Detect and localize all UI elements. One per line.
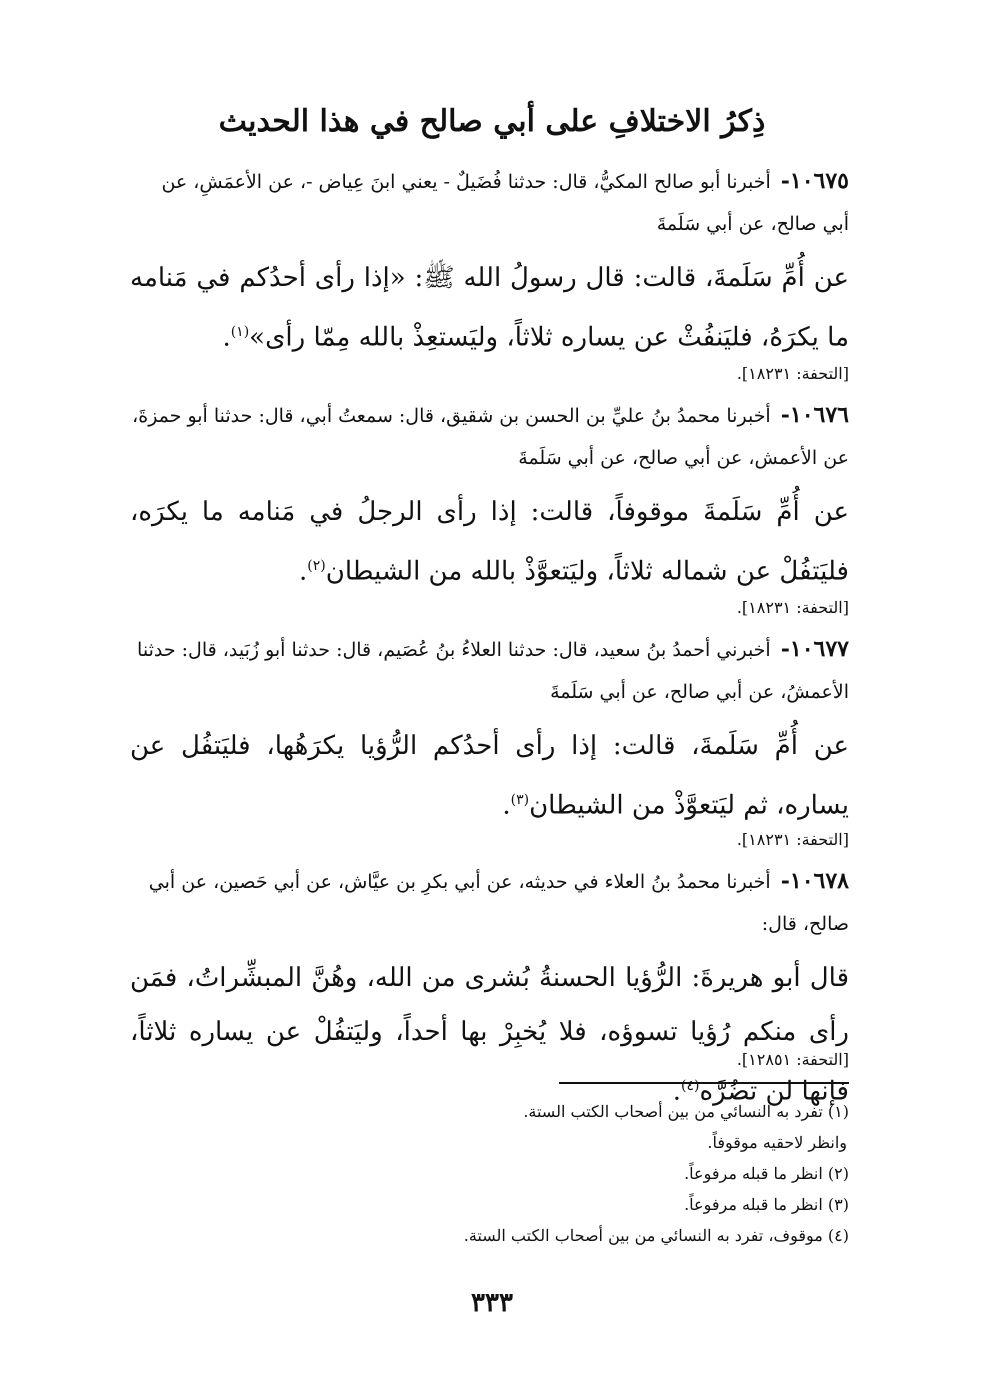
matn-text: عن أُمِّ سَلَمةَ، قالت: إذا رأى أحدُكم الرُّؤيا يكرَهُها، فليَتفُل عن يساره، ثم ليَتعوَّذْ من الشيطان xyxy=(130,731,849,821)
hadith-matn xyxy=(130,951,849,1119)
hadith-matn xyxy=(130,251,849,365)
footnote: (٢) انظر ما قبله مرفوعاً. xyxy=(684,1164,849,1183)
hadith-number: ١٠٦٧٧- xyxy=(780,636,849,662)
section-title: ذِكرُ الاختلافِ على أبي صالح في هذا الحديث xyxy=(218,104,766,139)
footnote: وانظر لاحقيه موقوفاً. xyxy=(707,1133,847,1152)
footnote-ref: (٢) xyxy=(307,558,326,574)
isnad-text: أخبرنا أبو صالح المكيُّ، قال: حدثنا فُضَيلٌ - يعني ابنَ عِياض -، عن الأعمَشِ، عن أبي صالح، عن أبي سَلَمةَ xyxy=(161,171,849,235)
hadith-number: ١٠٦٧٥- xyxy=(780,168,849,194)
page-number: ٣٣٣ xyxy=(471,1288,513,1318)
matn-end: . xyxy=(672,1076,682,1107)
hadith-10676 xyxy=(130,394,849,599)
hadith-matn xyxy=(130,719,849,833)
footnote-ref: (٣) xyxy=(510,792,530,808)
footnote-ref: (١) xyxy=(230,324,250,340)
tuhfa-reference: [التحفة: ١٨٢٣١]. xyxy=(736,830,849,849)
matn-end: . xyxy=(299,556,308,587)
footnotes xyxy=(420,1096,849,1251)
hadith-isnad xyxy=(130,160,849,245)
hadith-isnad xyxy=(130,394,849,479)
tuhfa-reference: [التحفة: ١٨٢٣١]. xyxy=(736,364,849,383)
tuhfa-reference: [التحفة: ١٢٨٥١]. xyxy=(736,1050,849,1069)
hadith-10677 xyxy=(130,628,849,833)
isnad-text: أخبرنا محمدُ بنُ العلاء في حديثه، عن أبي بكرِ بن عيَّاش، عن أبي حَصين، عن أبي صالح، قال: xyxy=(148,871,849,935)
footnote-divider xyxy=(559,1082,849,1084)
matn-end: . xyxy=(502,790,511,821)
matn-text: قال أبو هريرةَ: الرُّؤيا الحسنةُ بُشرى من الله، وهُنَّ المبشِّراتُ، فمَن رأى منكم رُؤيا تسوؤه، فلا يُخبِرْ بها أحداً، وليَتفُلْ عن يساره ثلاثاً، فإنها لن تضُرَّه xyxy=(130,963,849,1107)
matn-text: عن أُمِّ سَلَمةَ موقوفاً، قالت: إذا رأى الرجلُ في مَنامه ما يكرَه، فليَتفُلْ عن شماله ثلاثاً، وليَتعوَّذْ بالله من الشيطان xyxy=(130,497,849,587)
isnad-text: أخبرنا محمدُ بنُ عليِّ بن الحسن بن شقيق، قال: سمعتُ أبي، قال: حدثنا أبو حمزةَ، عن الأعمش، عن أبي صالح، عن أبي سَلَمةَ xyxy=(132,405,849,469)
hadith-isnad xyxy=(130,628,849,713)
footnote: (٣) انظر ما قبله مرفوعاً. xyxy=(684,1195,849,1214)
footnote-ref: (٤) xyxy=(681,1078,700,1094)
hadith-matn xyxy=(130,485,849,599)
hadith-number: ١٠٦٧٦- xyxy=(780,402,849,428)
matn-end: . xyxy=(222,322,231,353)
hadith-10678 xyxy=(130,860,849,1119)
footnote: (٤) موقوف، تفرد به النسائي من بين أصحاب الكتب الستة. xyxy=(463,1226,849,1245)
footnote: (١) تفرد به النسائي من بين أصحاب الكتب الستة. xyxy=(523,1102,849,1121)
tuhfa-reference: [التحفة: ١٨٢٣١]. xyxy=(736,598,849,617)
hadith-number: ١٠٦٧٨- xyxy=(780,868,849,894)
matn-text: عن أُمِّ سَلَمةَ، قالت: قال رسولُ الله ﷺ: «إذا رأى أحدُكم في مَنامه ما يكرَهُ، فليَنفُثْ عن يساره ثلاثاً، وليَستعِذْ بالله مِمّا رأى» xyxy=(130,263,849,353)
hadith-isnad xyxy=(130,860,849,945)
hadith-10675 xyxy=(130,160,849,365)
isnad-text: أخبرني أحمدُ بنُ سعيد، قال: حدثنا العلاءُ بنُ عُصَيم، قال: حدثنا أبو زُبَيد، قال: حدثنا الأعمشُ، عن أبي صالح، عن أبي سَلَمةَ xyxy=(137,639,849,703)
